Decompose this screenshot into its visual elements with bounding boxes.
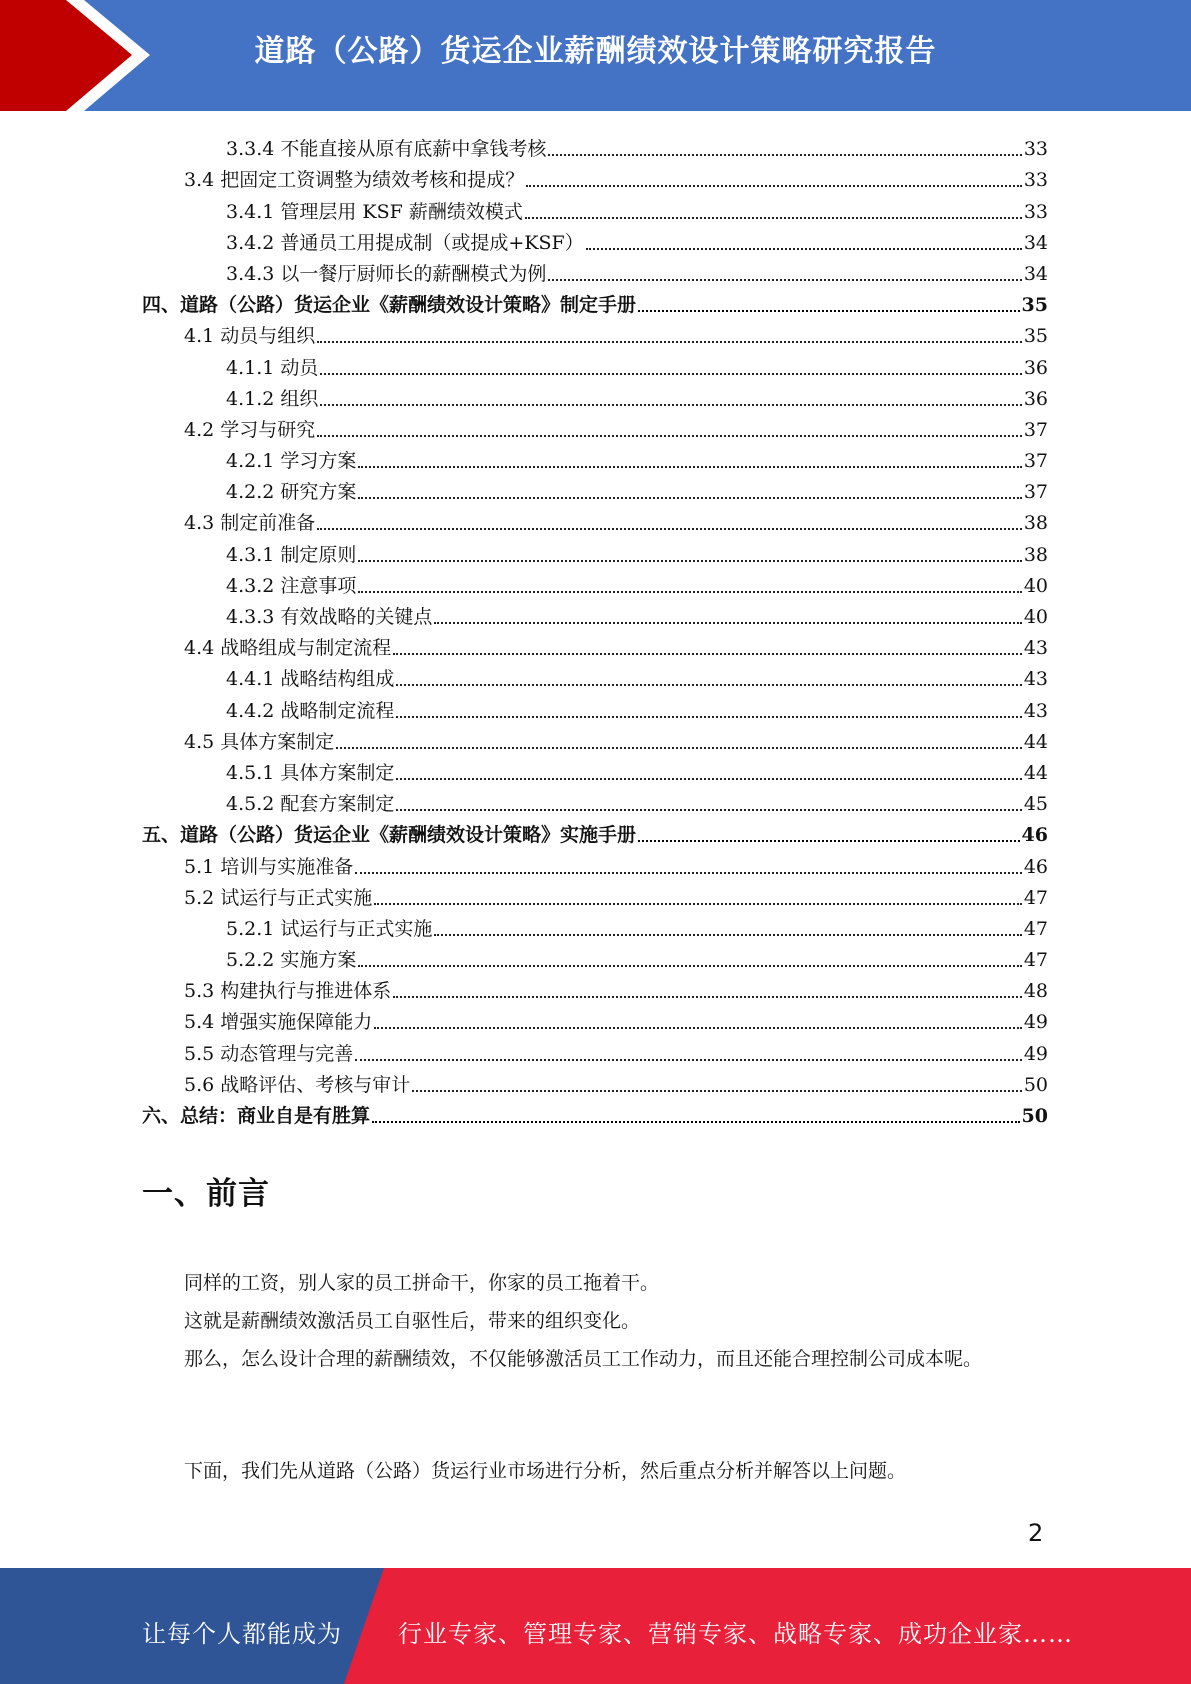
toc-entry-page: 37 (1023, 450, 1048, 473)
toc-entry[interactable] (142, 471, 1048, 502)
toc-leader-dots (434, 934, 1021, 936)
toc-entry[interactable] (142, 939, 1048, 970)
toc-entry-label: 4.3.1 制定原则 (226, 543, 357, 566)
toc-entry-label: 4.1.2 组织 (226, 387, 319, 410)
toc-entry[interactable] (142, 315, 1048, 346)
toc-entry[interactable] (142, 627, 1048, 658)
toc-entry-page: 49 (1023, 1011, 1048, 1034)
toc-entry[interactable] (142, 253, 1048, 284)
report-title: 道路（公路）货运企业薪酬绩效设计策略研究报告 (254, 34, 937, 69)
toc-leader-dots (526, 185, 1022, 187)
toc-entry-page: 50 (1023, 1073, 1048, 1096)
toc-entry-page: 35 (1023, 325, 1048, 348)
paragraph: 下面，我们先从道路（公路）货运行业市场进行分析，然后重点分析并解答以上问题。 (184, 1460, 907, 1482)
toc-entry-label: 4.5.1 具体方案制定 (226, 761, 395, 784)
toc-entry[interactable] (142, 1095, 1048, 1126)
toc-entry[interactable] (142, 877, 1048, 908)
toc-leader-dots (393, 653, 1022, 655)
toc-entry-label: 3.4.1 管理层用 KSF 薪酬绩效模式 (226, 200, 523, 223)
paragraph: 那么，怎么设计合理的薪酬绩效，不仅能够激活员工工作动力，而且还能合理控制公司成本呢。 (184, 1348, 983, 1370)
toc-entry-label: 4.3.3 有效战略的关键点 (226, 606, 433, 628)
toc-entry[interactable] (142, 908, 1048, 939)
toc-entry-page: 44 (1023, 761, 1048, 784)
toc-leader-dots (358, 965, 1021, 967)
toc-leader-dots (434, 622, 1021, 624)
toc-leader-dots (355, 872, 1022, 874)
toc-entry[interactable] (142, 658, 1048, 689)
page-header (0, 0, 1191, 111)
toc-entry[interactable] (142, 845, 1048, 876)
toc-entry-label: 3.4 把固定工资调整为绩效考核和提成？ (184, 169, 525, 192)
toc-entry[interactable] (142, 502, 1048, 533)
toc-entry[interactable] (142, 284, 1048, 315)
toc-entry-page: 47 (1023, 886, 1048, 909)
toc-leader-dots (358, 466, 1021, 468)
toc-entry-label: 4.3 制定前准备 (184, 512, 316, 535)
toc-entry[interactable] (142, 190, 1048, 221)
toc-entry[interactable] (142, 752, 1048, 783)
toc-entry-label: 4.4 战略组成与制定流程 (184, 637, 392, 660)
toc-entry-page: 43 (1023, 699, 1048, 722)
toc-leader-dots (358, 591, 1021, 593)
toc-entry-label: 4.3.2 注意事项 (226, 574, 357, 597)
toc-leader-dots (638, 840, 1020, 842)
toc-leader-dots (548, 154, 1021, 156)
toc-leader-dots (638, 310, 1020, 312)
toc-leader-dots (317, 341, 1022, 343)
toc-entry-page: 43 (1023, 637, 1048, 660)
toc-entry[interactable] (142, 128, 1048, 159)
toc-leader-dots (358, 497, 1021, 499)
toc-leader-dots (396, 809, 1021, 811)
toc-entry-label: 5.4 增强实施保障能力 (184, 1011, 373, 1034)
toc-entry-page: 43 (1023, 668, 1048, 691)
toc-entry-page: 33 (1023, 200, 1048, 223)
toc-entry-page: 47 (1023, 917, 1048, 940)
footer-slogan-right: 行业专家、管理专家、营销专家、战略专家、成功企业家…… (398, 1620, 1073, 1648)
toc-entry-page: 48 (1023, 980, 1048, 1003)
toc-entry[interactable] (142, 814, 1048, 845)
table-of-contents (142, 128, 1048, 1126)
page-number: 2 (1028, 1519, 1044, 1547)
toc-entry[interactable] (142, 378, 1048, 409)
toc-entry-label: 5.2.1 试运行与正式实施 (226, 917, 433, 940)
toc-entry-label: 5.1 培训与实施准备 (184, 855, 354, 878)
toc-entry[interactable] (142, 409, 1048, 440)
toc-entry-label: 4.5 具体方案制定 (184, 730, 335, 753)
toc-leader-dots (548, 279, 1021, 281)
toc-leader-dots (317, 435, 1022, 437)
toc-entry-page: 33 (1023, 169, 1048, 192)
toc-entry-label: 4.2.1 学习方案 (226, 450, 357, 473)
toc-entry-label: 4.4.1 战略结构组成 (226, 668, 395, 691)
toc-entry-label: 3.4.2 普通员工用提成制（或提成+KSF） (226, 231, 584, 254)
toc-leader-dots (396, 778, 1021, 780)
toc-entry-label: 五、道路（公路）货运企业《薪酬绩效设计策略》实施手册 (142, 824, 637, 847)
toc-entry-page: 47 (1023, 949, 1048, 972)
toc-leader-dots (320, 404, 1021, 406)
toc-leader-dots (374, 1027, 1022, 1029)
toc-entry-label: 4.2 学习与研究 (184, 418, 316, 441)
toc-leader-dots (374, 903, 1022, 905)
toc-entry-page: 34 (1023, 262, 1048, 285)
toc-entry-page: 37 (1023, 481, 1048, 504)
toc-leader-dots (393, 996, 1022, 998)
toc-entry-page: 50 (1021, 1105, 1048, 1127)
toc-leader-dots (336, 747, 1022, 749)
toc-entry-page: 36 (1023, 356, 1048, 379)
toc-entry-label: 4.1 动员与组织 (184, 325, 316, 348)
toc-entry-page: 44 (1023, 730, 1048, 753)
section-heading: 一、前言 (142, 1176, 270, 1212)
toc-leader-dots (396, 716, 1021, 718)
toc-entry[interactable] (142, 721, 1048, 752)
toc-entry-page: 34 (1023, 231, 1048, 254)
toc-leader-dots (355, 1059, 1022, 1061)
toc-leader-dots (358, 560, 1021, 562)
toc-entry[interactable] (142, 346, 1048, 377)
toc-entry-label: 5.6 战略评估、考核与审计 (184, 1073, 411, 1096)
toc-entry-label: 四、道路（公路）货运企业《薪酬绩效设计策略》制定手册 (142, 294, 637, 317)
toc-entry[interactable] (142, 970, 1048, 1001)
toc-entry-page: 38 (1023, 512, 1048, 535)
toc-entry-label: 5.2 试运行与正式实施 (184, 886, 373, 909)
toc-entry-page: 33 (1023, 138, 1048, 161)
toc-entry[interactable] (142, 222, 1048, 253)
toc-entry[interactable] (142, 596, 1048, 627)
toc-leader-dots (372, 1121, 1020, 1123)
paragraph: 这就是薪酬绩效激活员工自驱性后，带来的组织变化。 (184, 1310, 641, 1332)
paragraph: 同样的工资，别人家的员工拼命干，你家的员工拖着干。 (184, 1272, 660, 1294)
toc-entry-label: 4.1.1 动员 (226, 356, 319, 379)
toc-entry-page: 35 (1021, 294, 1048, 317)
footer-slogan-left: 让每个人都能成为 (142, 1620, 342, 1648)
toc-leader-dots (317, 528, 1022, 530)
toc-entry-label: 4.5.2 配套方案制定 (226, 793, 395, 816)
toc-leader-dots (412, 1090, 1022, 1092)
toc-entry[interactable] (142, 689, 1048, 720)
toc-entry-label: 5.5 动态管理与完善 (184, 1042, 354, 1065)
toc-entry[interactable] (142, 1032, 1048, 1063)
toc-entry-page: 38 (1023, 543, 1048, 566)
toc-entry-label: 4.2.2 研究方案 (226, 481, 357, 504)
toc-entry[interactable] (142, 1001, 1048, 1032)
toc-entry[interactable] (142, 565, 1048, 596)
toc-entry-label: 六、总结：商业自是有胜算 (142, 1105, 371, 1127)
toc-entry-page: 40 (1023, 574, 1048, 597)
toc-entry-page: 46 (1023, 855, 1048, 878)
toc-entry-label: 3.4.3 以一餐厅厨师长的薪酬模式为例 (226, 262, 547, 285)
toc-entry[interactable] (142, 159, 1048, 190)
toc-entry-label: 5.3 构建执行与推进体系 (184, 980, 392, 1003)
toc-leader-dots (525, 217, 1022, 219)
toc-entry-label: 3.3.4 不能直接从原有底薪中拿钱考核 (226, 138, 547, 161)
toc-entry[interactable] (142, 440, 1048, 471)
toc-entry[interactable] (142, 1064, 1048, 1095)
toc-entry-label: 4.4.2 战略制定流程 (226, 699, 395, 722)
toc-leader-dots (320, 373, 1021, 375)
page-footer (0, 1568, 1191, 1684)
toc-entry-page: 37 (1023, 418, 1048, 441)
toc-entry-page: 49 (1023, 1042, 1048, 1065)
toc-entry-page: 46 (1021, 824, 1048, 847)
toc-entry-page: 36 (1023, 387, 1048, 410)
toc-entry-label: 5.2.2 实施方案 (226, 949, 357, 972)
toc-leader-dots (586, 248, 1022, 250)
toc-entry[interactable] (142, 533, 1048, 564)
toc-entry-page: 40 (1023, 606, 1048, 628)
toc-entry-page: 45 (1023, 793, 1048, 816)
toc-leader-dots (396, 684, 1021, 686)
toc-entry[interactable] (142, 783, 1048, 814)
